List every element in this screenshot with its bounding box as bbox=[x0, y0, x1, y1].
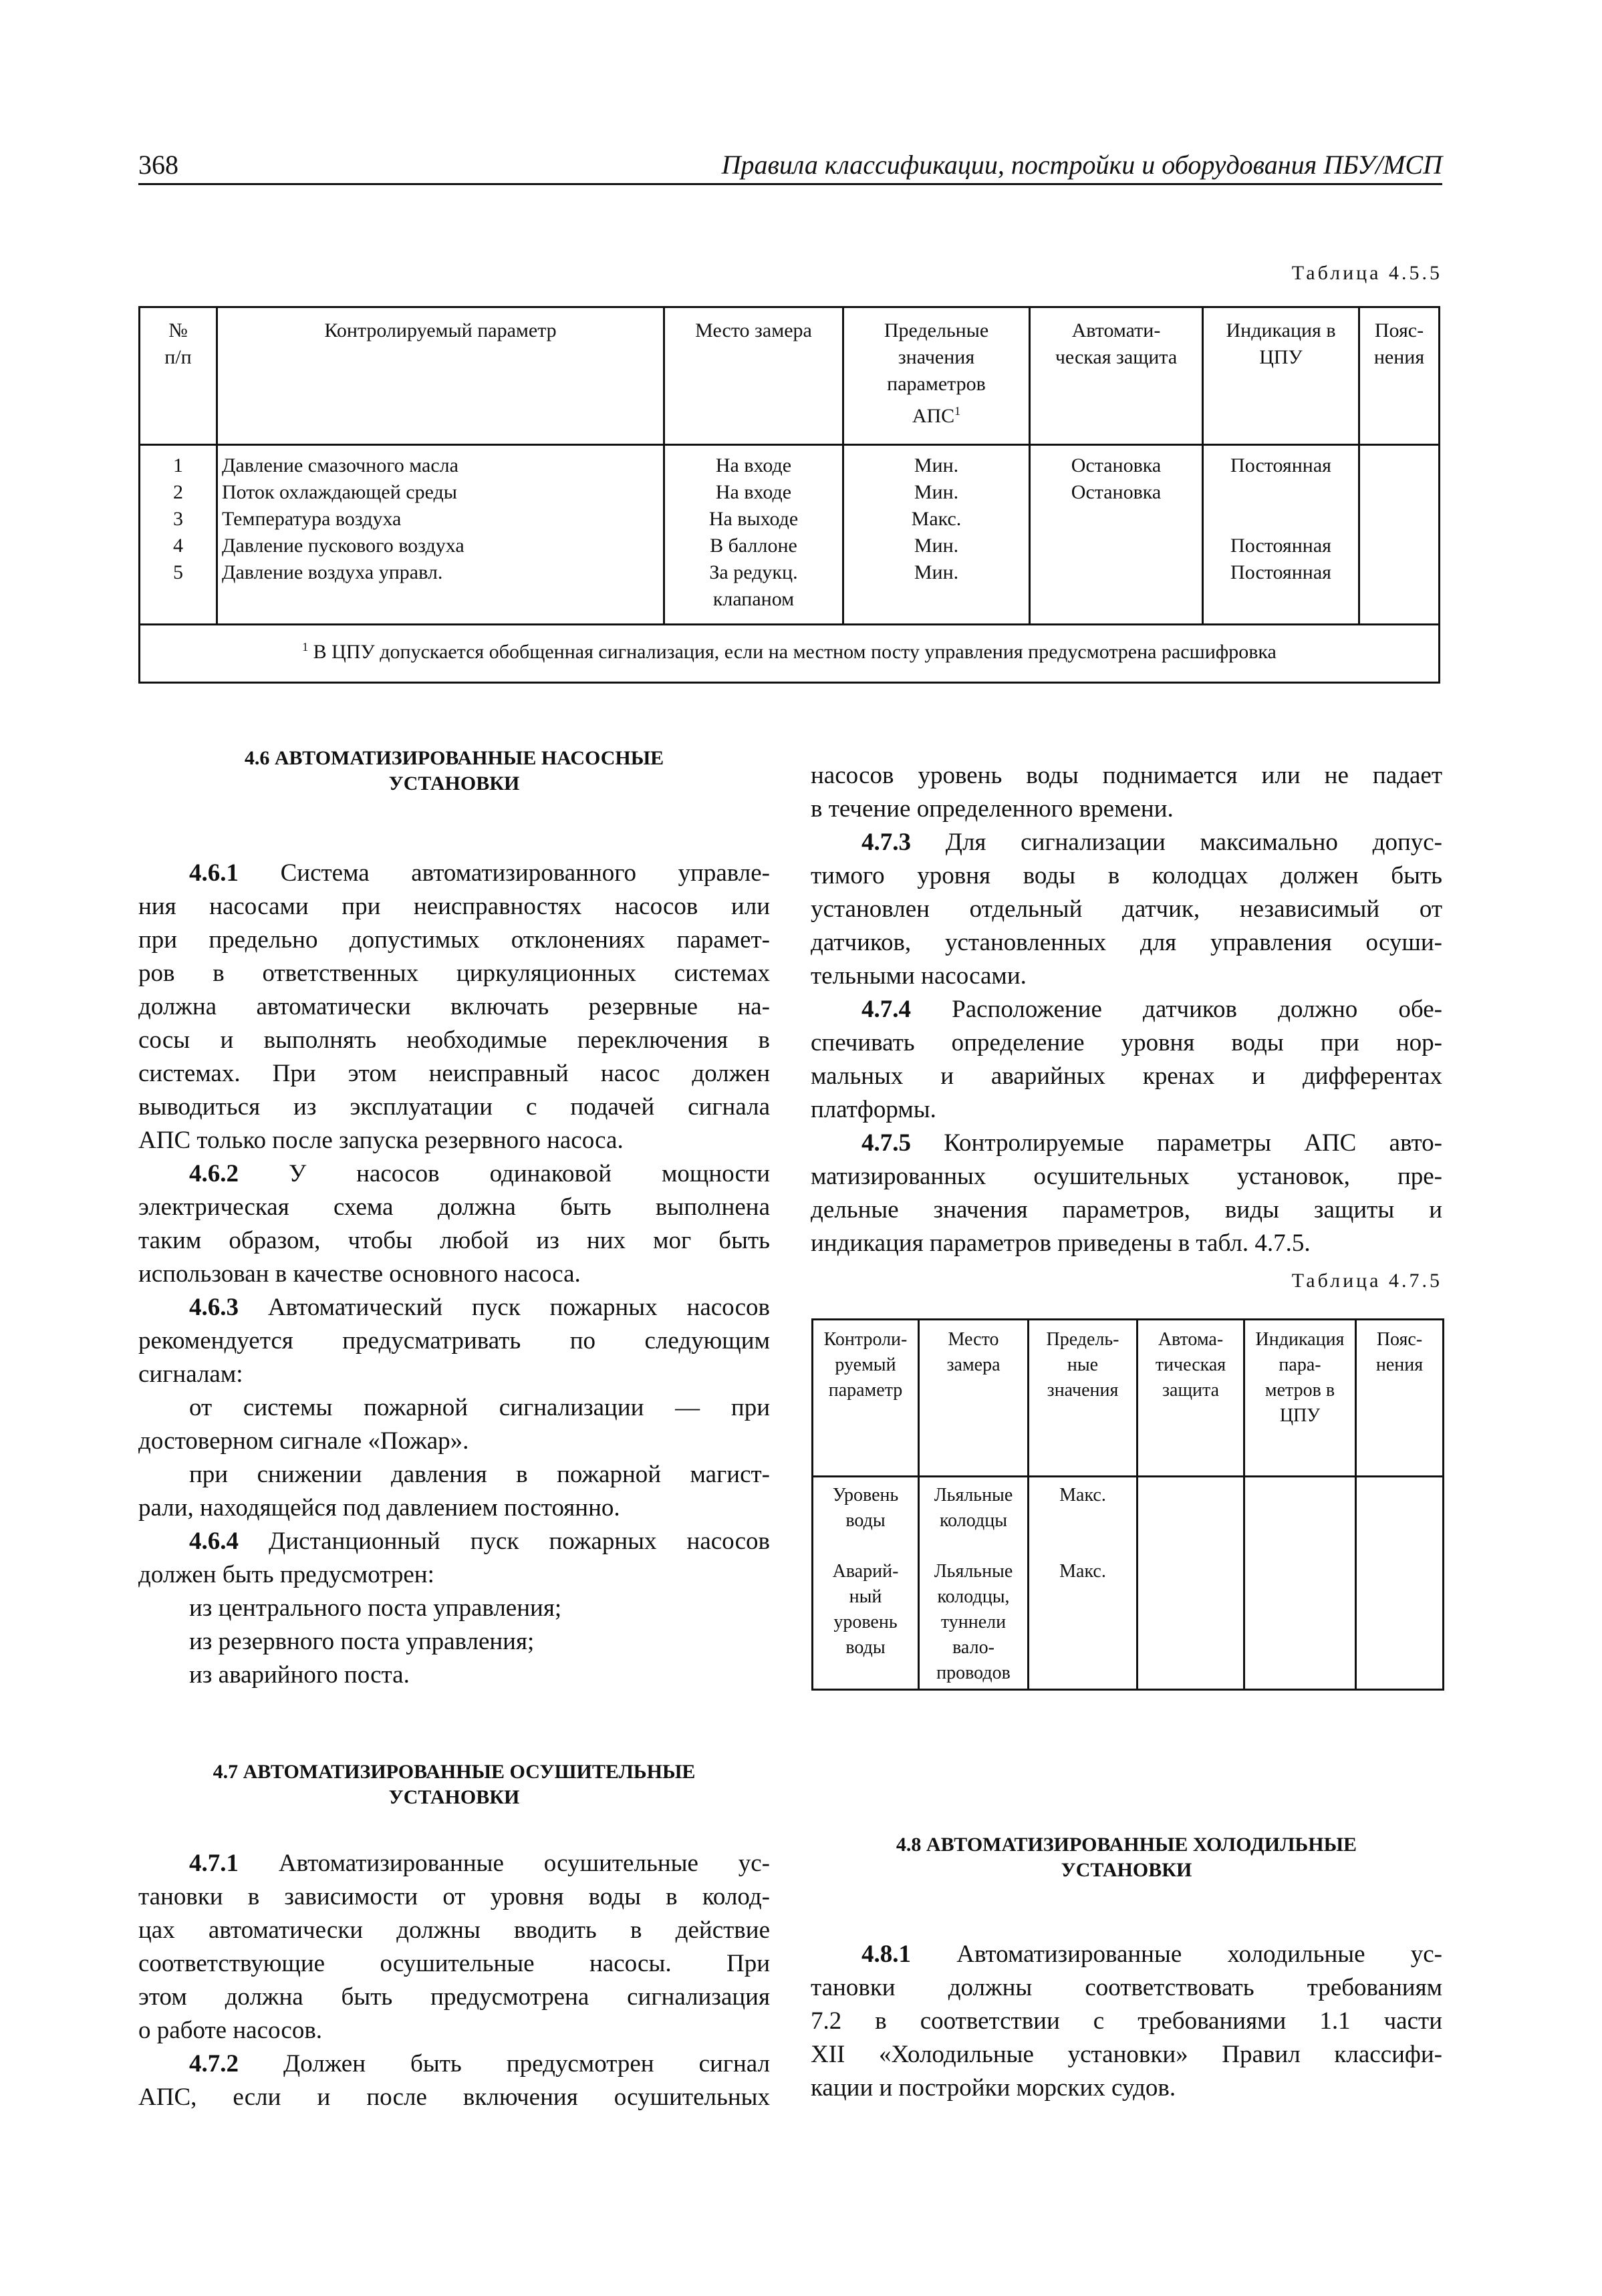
cell-limits: Мин. Мин. Макс. Мин. Мин. bbox=[843, 445, 1030, 625]
clause-number: 4.7.2 bbox=[189, 2050, 239, 2077]
cell-places: На входе На входе На выходе В баллоне За редукц. клапаном bbox=[664, 445, 843, 625]
paragraph-line bbox=[811, 993, 1442, 1026]
section-heading-4-8: 4.8 АВТОМАТИЗИРОВАННЫЕ ХОЛОДИЛЬНЫЕ УСТАНОВКИ bbox=[896, 1834, 1357, 1881]
paragraph-line bbox=[138, 1659, 770, 1692]
line-text: АПС, если и после включения осушительных bbox=[138, 2084, 770, 2111]
header-ind: Индикация пара- метров в ЦПУ bbox=[1244, 1320, 1356, 1477]
table-header-row bbox=[813, 1320, 1444, 1477]
section-heading-4-7: 4.7 АВТОМАТИЗИРОВАННЫЕ ОСУШИТЕЛЬНЫЕ УСТАНОВКИ bbox=[213, 1761, 696, 1808]
paragraph-line bbox=[811, 1026, 1442, 1060]
table-caption-455: Таблица 4.5.5 bbox=[1291, 262, 1442, 284]
line-text: этом должна быть предусмотрена сигнализация bbox=[138, 1983, 770, 2011]
paragraph-line bbox=[138, 1091, 770, 1124]
line-text: Система автоматизированного управле- bbox=[239, 859, 770, 887]
line-text: Дистанционный пуск пожарных насосов bbox=[239, 1528, 770, 1555]
paragraph-line bbox=[138, 1558, 770, 1592]
body-right-1 bbox=[811, 759, 1442, 1260]
paragraph-line bbox=[138, 1324, 770, 1358]
clause-number: 4.6.3 bbox=[189, 1294, 239, 1321]
paragraph-line bbox=[138, 857, 770, 890]
line-text: индикация параметров приведены в табл. 4.7.5. bbox=[811, 1230, 1311, 1257]
header-num: № п/п bbox=[140, 307, 217, 445]
paragraph-line bbox=[811, 2005, 1442, 2038]
cell-places: Льяльные колодцы Льяльные колодцы, туннели вало- проводов bbox=[919, 1477, 1029, 1690]
clause-number: 4.7.5 bbox=[861, 1129, 911, 1157]
header-limit-text: Предельные значения параметров АПС bbox=[884, 319, 989, 427]
header-notes: Пояс- нения bbox=[1356, 1320, 1444, 1477]
line-text: насосов уровень воды поднимается или не падает bbox=[811, 762, 1442, 789]
paragraph-line bbox=[138, 1880, 770, 1914]
line-text: XII «Холодильные установки» Правил классифи- bbox=[811, 2041, 1442, 2068]
line-text: Контролируемые параметры АПС авто- bbox=[911, 1129, 1442, 1157]
paragraph-line bbox=[811, 2038, 1442, 2071]
clause-number: 4.6.1 bbox=[189, 859, 239, 887]
header-place: Место замера bbox=[664, 307, 843, 445]
paragraph-line bbox=[138, 2047, 770, 2081]
paragraph-line bbox=[138, 1124, 770, 1157]
paragraph-line bbox=[138, 1592, 770, 1625]
running-header bbox=[138, 148, 1442, 185]
paragraph-line bbox=[811, 960, 1442, 993]
paragraph-line bbox=[138, 1981, 770, 2014]
paragraph-line bbox=[811, 826, 1442, 859]
line-text: тимого уровня воды в колодцах должен быть bbox=[811, 862, 1442, 889]
paragraph-line bbox=[138, 1625, 770, 1659]
paragraph-line bbox=[811, 759, 1442, 793]
line-text: при снижении давления в пожарной магист- bbox=[189, 1461, 770, 1488]
line-text: ния насосами при неисправностях насосов или bbox=[138, 893, 770, 920]
clause-number: 4.7.1 bbox=[189, 1850, 239, 1877]
body-right-2 bbox=[811, 1938, 1442, 2105]
paragraph-line bbox=[138, 923, 770, 957]
table-row bbox=[140, 445, 1440, 625]
paragraph-line bbox=[811, 1971, 1442, 2005]
paragraph-line bbox=[811, 1060, 1442, 1093]
paragraph-line bbox=[138, 1491, 770, 1525]
section-heading-4-6: 4.6 АВТОМАТИЗИРОВАННЫЕ НАСОСНЫЕ УСТАНОВКИ bbox=[244, 747, 664, 795]
paragraph-line bbox=[138, 1291, 770, 1324]
line-text: цах автоматически должны вводить в действие bbox=[138, 1916, 770, 1944]
line-text: в течение определенного времени. bbox=[811, 795, 1174, 823]
line-text: ров в ответственных циркуляционных системах bbox=[138, 960, 770, 987]
line-text: сосы и выполнять необходимые переключения в bbox=[138, 1026, 770, 1054]
paragraph-line bbox=[138, 1391, 770, 1425]
line-text: 7.2 в соответствии с требованиями 1.1 части bbox=[811, 2007, 1442, 2035]
line-text: мальных и аварийных кренах и дифферентах bbox=[811, 1062, 1442, 1090]
line-text: должен быть предусмотрен: bbox=[138, 1561, 434, 1588]
paragraph-line bbox=[811, 1160, 1442, 1193]
line-text: о работе насосов. bbox=[138, 2017, 323, 2044]
header-param: Контролируемый параметр bbox=[217, 307, 664, 445]
line-text: таким образом, чтобы любой из них мог быть bbox=[138, 1227, 770, 1254]
line-text: Для сигнализации максимально допус- bbox=[911, 829, 1442, 856]
header-param: Контроли- руемый параметр bbox=[813, 1320, 919, 1477]
paragraph-line bbox=[811, 1938, 1442, 1971]
line-text: сигналам: bbox=[138, 1360, 243, 1388]
header-notes: Пояс- нения bbox=[1359, 307, 1440, 445]
line-text: использован в качестве основного насоса. bbox=[138, 1260, 581, 1288]
line-text: должна автоматически включать резервные на- bbox=[138, 993, 770, 1020]
paragraph-line bbox=[811, 926, 1442, 960]
paragraph-line bbox=[138, 1847, 770, 1880]
line-text: матизированных осушительных установок, пре- bbox=[811, 1163, 1442, 1190]
clause-number: 4.6.2 bbox=[189, 1160, 239, 1187]
cell-params: Давление смазочного масла Поток охлаждающей среды Температура воздуха Давление пускового воздуха Давление воздуха управл. bbox=[217, 445, 664, 625]
table-4-7-5 bbox=[811, 1318, 1444, 1691]
line-text: электрическая схема должна быть выполнена bbox=[138, 1193, 770, 1221]
paragraph-line bbox=[138, 890, 770, 923]
line-text: Автоматизированные осушительные ус- bbox=[239, 1850, 770, 1877]
line-text: Автоматизированные холодильные ус- bbox=[911, 1941, 1442, 1968]
paragraph-line bbox=[138, 1057, 770, 1091]
paragraph-line bbox=[811, 1127, 1442, 1160]
paragraph-line bbox=[811, 1193, 1442, 1227]
footnote-text: В ЦПУ допускается обобщенная сигнализация, если на местном посту управления предусмотрена расшифровка bbox=[313, 641, 1277, 663]
line-text: дельные значения параметров, виды защиты и bbox=[811, 1196, 1442, 1224]
line-text: платформы. bbox=[811, 1096, 936, 1123]
paragraph-line bbox=[811, 893, 1442, 926]
table-header-row bbox=[140, 307, 1440, 445]
body-left-2 bbox=[138, 1847, 770, 2114]
paragraph-line bbox=[811, 2071, 1442, 2105]
paragraph-line bbox=[138, 1358, 770, 1391]
line-text: Расположение датчиков должно обе- bbox=[911, 996, 1442, 1023]
paragraph-line bbox=[138, 1914, 770, 1947]
cell-indication bbox=[1244, 1477, 1356, 1690]
paragraph-line bbox=[138, 1425, 770, 1458]
paragraph-line bbox=[138, 990, 770, 1024]
paragraph-line bbox=[138, 1458, 770, 1491]
line-text: из резервного поста управления; bbox=[189, 1628, 535, 1655]
line-text: выводиться из эксплуатации с подачей сигнала bbox=[138, 1093, 770, 1121]
table-row bbox=[813, 1477, 1444, 1690]
line-text: достоверном сигнале «Пожар». bbox=[138, 1427, 469, 1455]
line-text: Автоматический пуск пожарных насосов bbox=[239, 1294, 770, 1321]
paragraph-line bbox=[138, 1224, 770, 1258]
paragraph-line bbox=[138, 1157, 770, 1191]
paragraph-line bbox=[811, 1093, 1442, 1127]
paragraph-line bbox=[138, 1191, 770, 1224]
table-caption-475: Таблица 4.7.5 bbox=[1291, 1270, 1442, 1292]
line-text: тановки должны соответствовать требованиям bbox=[811, 1974, 1442, 2001]
line-text: рекомендуется предусматривать по следующим bbox=[138, 1327, 770, 1354]
line-text: спечивать определение уровня воды при нор- bbox=[811, 1029, 1442, 1056]
footnote-ref: 1 bbox=[954, 404, 961, 418]
cell-params: Уровень воды Аварий- ный уровень воды bbox=[813, 1477, 919, 1690]
line-text: Должен быть предусмотрен сигнал bbox=[239, 2050, 770, 2077]
line-text: установлен отдельный датчик, независимый от bbox=[811, 895, 1442, 923]
line-text: от системы пожарной сигнализации — при bbox=[189, 1394, 770, 1421]
paragraph-line bbox=[811, 793, 1442, 826]
line-text: тановки в зависимости от уровня воды в колод- bbox=[138, 1883, 770, 1910]
cell-notes bbox=[1359, 445, 1440, 625]
cell-notes bbox=[1356, 1477, 1444, 1690]
header-ind: Индикация в ЦПУ bbox=[1203, 307, 1359, 445]
paragraph-line bbox=[138, 1258, 770, 1291]
line-text: из центрального поста управления; bbox=[189, 1594, 562, 1622]
footnote-row bbox=[140, 625, 1440, 683]
line-text: соответствующие осушительные насосы. При bbox=[138, 1950, 770, 1977]
line-text: системах. При этом неисправный насос должен bbox=[138, 1060, 770, 1087]
paragraph-line bbox=[138, 1947, 770, 1981]
line-text: рали, находящейся под давлением постоянно. bbox=[138, 1494, 620, 1522]
paragraph-line bbox=[138, 1024, 770, 1057]
line-text: датчиков, установленных для управления осуши- bbox=[811, 929, 1442, 956]
body-left-1 bbox=[138, 857, 770, 1692]
cell-nums: 1 2 3 4 5 bbox=[140, 445, 217, 625]
footnote bbox=[140, 625, 1440, 683]
page-number: 368 bbox=[138, 150, 178, 180]
running-title: Правила классификации, постройки и оборудования ПБУ/МСП bbox=[721, 150, 1442, 180]
line-text: АПС только после запуска резервного насоса. bbox=[138, 1127, 624, 1154]
header-limit: Предель- ные значения bbox=[1029, 1320, 1138, 1477]
footnote-mark: 1 bbox=[302, 640, 309, 654]
paragraph-line bbox=[811, 1227, 1442, 1260]
clause-number: 4.6.4 bbox=[189, 1528, 239, 1555]
clause-number: 4.7.3 bbox=[861, 829, 911, 856]
paragraph-line bbox=[138, 1525, 770, 1558]
header-place: Место замера bbox=[919, 1320, 1029, 1477]
line-text: тельными насосами. bbox=[811, 962, 1027, 990]
line-text: У насосов одинаковой мощности bbox=[239, 1160, 770, 1187]
cell-protection: Остановка Остановка bbox=[1030, 445, 1203, 625]
table-4-5-5 bbox=[138, 306, 1440, 684]
clause-number: 4.7.4 bbox=[861, 996, 911, 1023]
header-limit bbox=[843, 307, 1030, 445]
header-protect: Автомати- ческая защита bbox=[1030, 307, 1203, 445]
line-text: кации и постройки морских судов. bbox=[811, 2074, 1176, 2102]
cell-limits: Макс. Макс. bbox=[1029, 1477, 1138, 1690]
cell-indication: Постоянная Постоянная Постоянная bbox=[1203, 445, 1359, 625]
clause-number: 4.8.1 bbox=[861, 1941, 911, 1968]
cell-protection bbox=[1138, 1477, 1244, 1690]
line-text: из аварийного поста. bbox=[189, 1661, 410, 1689]
line-text: при предельно допустимых отклонениях парамет- bbox=[138, 926, 770, 954]
paragraph-line bbox=[138, 2014, 770, 2047]
header-protect: Автома- тическая защита bbox=[1138, 1320, 1244, 1477]
paragraph-line bbox=[138, 957, 770, 990]
paragraph-line bbox=[138, 2081, 770, 2114]
paragraph-line bbox=[811, 859, 1442, 893]
